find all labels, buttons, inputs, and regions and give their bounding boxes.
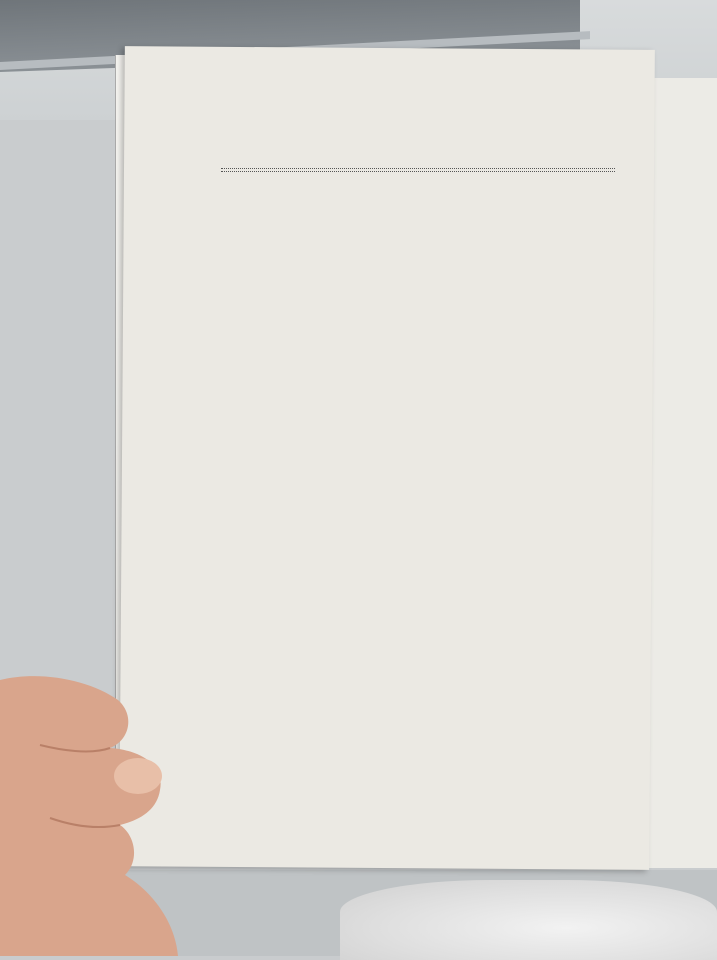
table-of-contents	[178, 150, 616, 175]
fur-blanket	[340, 880, 717, 960]
section-title-row	[178, 174, 616, 175]
leader-dots	[221, 168, 615, 169]
leader-dots	[221, 171, 615, 172]
